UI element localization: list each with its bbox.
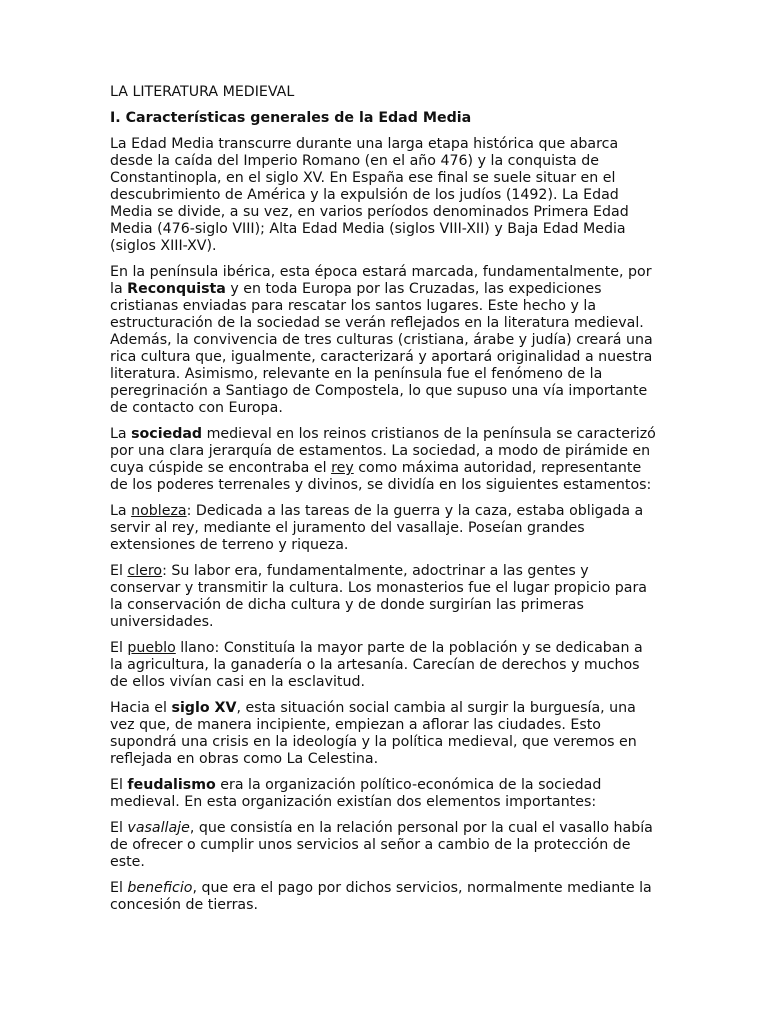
text-run: En la península ibérica, esta época estará marcada, fundamentalmente, por la	[110, 264, 652, 297]
text-run: El	[110, 880, 128, 896]
keyword-feudalismo: feudalismo	[127, 777, 216, 793]
keyword-sociedad: sociedad	[131, 426, 203, 442]
paragraph-feudalismo	[110, 777, 656, 811]
text-run: era la organización político-económica de la sociedad medieval. En esta organización existían dos elementos importantes:	[110, 777, 602, 810]
text-run: como máxima autoridad, representante de los poderes terrenales y divinos, se dividía en los siguientes estamentos:	[110, 460, 652, 493]
text-run: El	[110, 640, 128, 656]
keyword-reconquista: Reconquista	[127, 281, 226, 297]
paragraph-clero	[110, 563, 656, 631]
paragraph-beneficio	[110, 880, 656, 914]
text-run: , que era el pago por dichos servicios, normalmente mediante la concesión de tierras.	[110, 880, 652, 913]
text-run: El	[110, 563, 128, 579]
text-run: El	[110, 820, 128, 836]
text-run: llano: Constituía la mayor parte de la población y se dedicaban a la agricultura, la ganadería o la artesanía. Carecían de derechos y muchos de ellos vivían casi en la esclavitud.	[110, 640, 643, 690]
text-run: La	[110, 503, 132, 519]
text-run: , esta situación social cambia al surgir la burguesía, una vez que, de manera incipiente, empiezan a aflorar las ciudades. Esto supondrá una crisis en la ideología y la política medieval, que veremos en reflejada en obras como La Celestina.	[110, 700, 637, 767]
paragraph-pueblo	[110, 640, 656, 691]
keyword-siglo-xv: siglo XV	[171, 700, 237, 716]
keyword-clero: clero	[127, 563, 163, 579]
paragraph-vasallaje	[110, 820, 656, 871]
text-run: medieval en los reinos cristianos de la península se caracterizó por una clara jerarquía de estamentos. La sociedad, a modo de pirámide en cuya cúspide se encontraba el	[110, 426, 656, 476]
text-run: : Dedicada a las tareas de la guerra y la caza, estaba obligada a servir al rey, mediante el juramento del vasallaje. Poseían grandes extensiones de terreno y riqueza.	[110, 503, 644, 553]
document-title: LA LITERATURA MEDIEVAL	[110, 84, 295, 100]
text-run: y en toda Europa por las Cruzadas, las expediciones cristianas enviadas para rescatar los santos lugares. Este hecho y la estructuración de la sociedad se verán reflejados en la literatura medieval. Además, la convivencia de tres culturas (cristiana, árabe y judía) creará una rica cultura que, igualmente, caracterizará y aportará originalidad a nuestra literatura. Asimismo, relevante en la península fue el fenómeno de la peregrinación a Santiago de Compostela, lo que supuso una vía importante de contacto con Europa.	[110, 281, 653, 416]
keyword-rey: rey	[331, 460, 354, 476]
paragraph-sociedad	[110, 426, 656, 494]
text-run: La	[110, 426, 132, 442]
text-run: Hacia el	[110, 700, 172, 716]
keyword-beneficio: beneficio	[127, 880, 193, 896]
paragraph-reconquista	[110, 264, 656, 417]
text-run: El	[110, 777, 128, 793]
document-page	[110, 84, 656, 923]
section-heading: I. Características generales de la Edad Media	[110, 110, 472, 126]
keyword-vasallaje: vasallaje	[127, 820, 190, 836]
keyword-nobleza: nobleza	[131, 503, 187, 519]
text-run: , que consistía en la relación personal por la cual el vasallo había de ofrecer o cumplir unos servicios al señor a cambio de la protección de este.	[110, 820, 653, 870]
keyword-pueblo: pueblo	[127, 640, 176, 656]
text-run: : Su labor era, fundamentalmente, adoctrinar a las gentes y conservar y transmitir la cultura. Los monasterios fue el lugar propicio para la conservación de dicha cultura y de donde surgirían las primeras universidades.	[110, 563, 647, 630]
paragraph-nobleza	[110, 503, 656, 554]
paragraph-edad-media-intro: La Edad Media transcurre durante una larga etapa histórica que abarca desde la caída del Imperio Romano (en el año 476) y la conquista de Constantinopla, en el siglo XV. En España ese final se suele situar en el descubrimiento de América y la expulsión de los judíos (1492). La Edad Media se divide, a su vez, en varios períodos denominados Primera Edad Media (476-siglo VIII); Alta Edad Media (siglos VIII-XII) y Baja Edad Media (siglos XIII-XV).	[110, 136, 629, 254]
paragraph-siglo-xv	[110, 700, 656, 768]
